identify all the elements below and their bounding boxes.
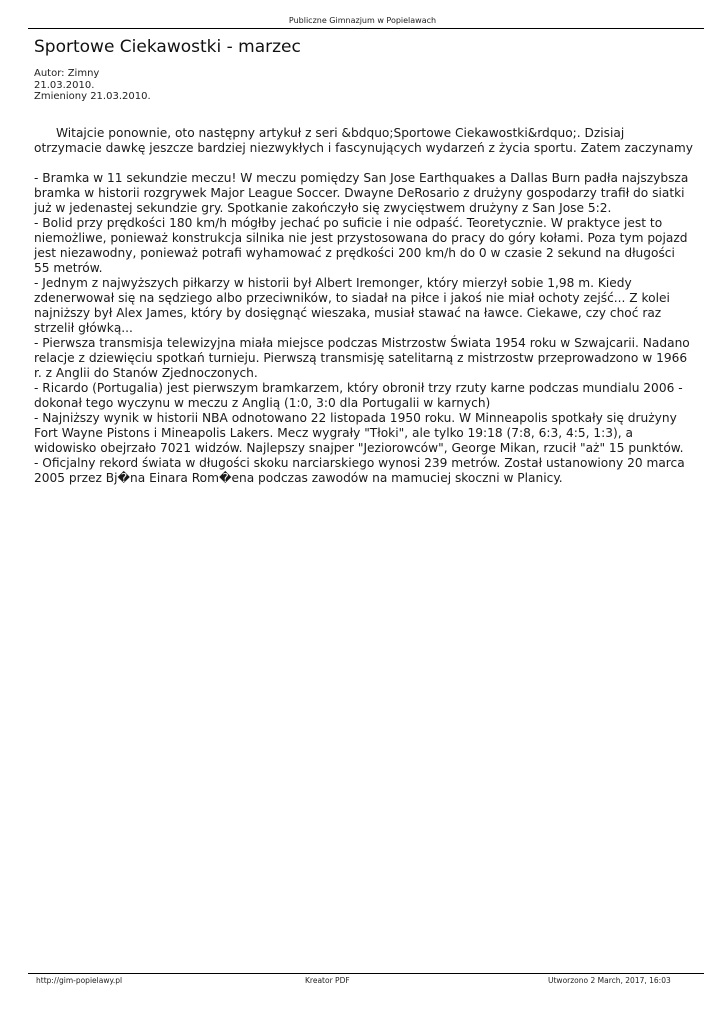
fact-item: - Pierwsza transmisja telewizyjna miała miejsce podczas Mistrzostw Świata 1954 roku w Szwajcarii. Nadano relacje z dziewięciu spotkań turnieju. Pierwszą transmisję satelitarną z mistrzostw przeprowadzono w 1966 r. z Anglii do Stanów Zjednoczonych.	[34, 336, 690, 380]
created-date: 21.03.2010.	[34, 79, 95, 91]
footer-created: Utworzono 2 March, 2017, 16:03	[548, 976, 671, 985]
article-title: Sportowe Ciekawostki - marzec	[34, 37, 301, 57]
footer-generator: Kreator PDF	[305, 976, 350, 985]
author-line: Autor: Zimny	[34, 68, 100, 79]
fact-item: - Jednym z najwyższych piłkarzy w historii był Albert Iremonger, który mierzył sobie 1,98 m. Kiedy zdenerwował się na sędziego albo przeciwników, to siadał na piłce i jakoś nie miał ochoty zejść... Z kolei najniższy był Alex James, który by dosięgnąć wieszaka, musiał stawać na ławce. Ciekawe, czy choć raz strzelił główką...	[34, 276, 670, 335]
fact-item: - Najniższy wynik w historii NBA odnotowano 22 listopada 1950 roku. W Minneapolis spotkały się drużyny Fort Wayne Pistons i Mineapolis Lakers. Mecz wygrały "Tłoki", ale tylko 19:18 (7:8, 6:3, 4:5, 1:3), a widowisko obejrzało 7021 widzów. Najlepszy snajper "Jeziorowców", George Mikan, rzucił "aż" 15 punktów.	[34, 411, 684, 455]
fact-item: - Ricardo (Portugalia) jest pierwszym bramkarzem, który obronił trzy rzuty karne podczas mundialu 2006 - dokonał tego wyczynu w meczu z Anglią (1:0, 3:0 dla Portugalii w karnych)	[34, 381, 683, 410]
footer-divider	[28, 973, 704, 974]
footer-url[interactable]: http://gim-popielawy.pl	[36, 976, 123, 985]
article-body	[34, 126, 694, 486]
header-divider	[28, 28, 704, 29]
page-header	[0, 16, 725, 26]
article-meta	[34, 68, 151, 103]
site-name: Publiczne Gimnazjum w Popielawach	[288, 16, 437, 25]
fact-item: - Bramka w 11 sekundzie meczu! W meczu pomiędzy San Jose Earthquakes a Dallas Burn padła najszybsza bramka w historii rozgrywek Major League Soccer. Dwayne DeRosario z drużyny gospodarzy trafił do siatki już w jedenastej sekundzie gry. Spotkanie zakończyło się zwycięstwem drużyny z San Jose 5:2.	[34, 171, 689, 215]
modified-line: Zmieniony 21.03.2010.	[34, 91, 151, 102]
article-intro: Witajcie ponownie, oto następny artykuł z seri &bdquo;Sportowe Ciekawostki&rdquo;. Dzisiaj otrzymacie dawkę jeszcze bardziej niezwykłych i fascynujących wydarzeń z życia sportu. Zatem zaczynamy	[34, 126, 693, 155]
fact-item: - Oficjalny rekord świata w długości skoku narciarskiego wynosi 239 metrów. Został ustanowiony 20 marca 2005 przez Bj�na Einara Rom�ena podczas zawodów na mamuciej skoczni w Planicy.	[34, 456, 685, 485]
fact-item: - Bolid przy prędkości 180 km/h mógłby jechać po suficie i nie odpaść. Teoretycznie. W praktyce jest to niemożliwe, ponieważ konstrukcja silnika nie jest przystosowana do pracy do góry kołami. Poza tym pojazd jest niezawodny, ponieważ potrafi wyhamować z prędkości 200 km/h do 0 w czasie 2 sekund na długości 55 metrów.	[34, 216, 688, 275]
